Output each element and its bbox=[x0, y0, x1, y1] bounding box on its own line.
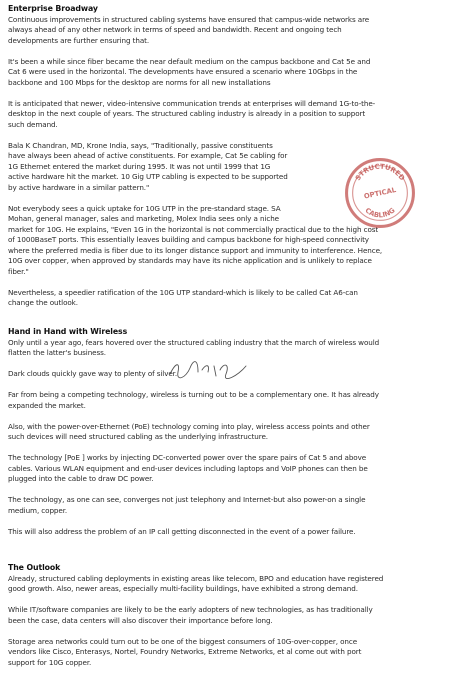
text-line: where the preferred media is fiber due to its longer distance support and immunity to interference. Hence, bbox=[8, 245, 383, 255]
text-line: It's been a while since fiber became the near default medium on the campus backbone and Cat 5e and bbox=[8, 56, 371, 66]
text-line: flatten the latter's business. bbox=[8, 348, 106, 357]
text-line: active hardware hit the market. 10 Gig UTP cabling is expected to be supported bbox=[8, 172, 288, 181]
text-line: The technology, as one can see, converges not just telephony and Internet-but also power-on a single bbox=[8, 495, 366, 504]
text-line: fiber." bbox=[8, 266, 29, 276]
stamp-top-text: STRUCTURED bbox=[353, 162, 407, 183]
text-line: Storage area networks could turn out to be one of the biggest consumers of 10G-over-copper, once bbox=[8, 636, 358, 646]
paragraph bbox=[8, 422, 454, 443]
paragraph bbox=[8, 288, 454, 309]
paragraph bbox=[8, 338, 454, 359]
text-line: vendors like Cisco, Enterasys, Nortel, Foundry Networks, Extreme Networks, et al come out with port bbox=[8, 647, 362, 656]
paragraph bbox=[8, 495, 454, 516]
stamp-seal bbox=[342, 155, 418, 231]
section-heading: Hand in Hand with Wireless bbox=[8, 327, 128, 336]
text-line: Bala K Chandran, MD, Krone India, says, "Traditionally, passive constituents bbox=[8, 140, 273, 150]
handwritten-signature bbox=[168, 358, 250, 380]
text-line: While IT/software companies are likely to be the early adopters of new technologies, as has traditionally bbox=[8, 605, 373, 614]
text-line: by active hardware in a similar pattern." bbox=[8, 182, 150, 192]
text-line: backbone and 100 Mbps for the desktop are norms for all new installations bbox=[8, 77, 271, 87]
text-line: expanded the market. bbox=[8, 400, 86, 410]
text-line: The technology [PoE ] works by injecting DC-converted power over the spare pairs of Cat 5 and above bbox=[8, 453, 367, 462]
text-line: Only until a year ago, fears hovered over the structured cabling industry that the march of wireless would bbox=[8, 337, 380, 347]
text-line: medium, copper. bbox=[8, 505, 68, 515]
text-line: This will also address the problem of an IP call getting disconnected in the event of a power failure. bbox=[8, 526, 356, 536]
stamp-bottom-text: CABLING bbox=[363, 206, 397, 220]
paragraph bbox=[8, 99, 454, 131]
paragraph bbox=[8, 57, 454, 89]
paragraph bbox=[8, 637, 454, 669]
text-line: good growth. Also, newer areas, especially multi-facility buildings, have exhibited a strong demand. bbox=[8, 584, 358, 593]
paragraph bbox=[8, 527, 454, 538]
text-line: cables. Various WLAN equipment and end-user devices including laptops and VoIP phones can then be bbox=[8, 463, 368, 473]
text-line: plugged into the cable to draw DC power. bbox=[8, 474, 154, 483]
text-line: always ahead of any other network in terms of speed and bandwidth. Recent and ongoing tech bbox=[8, 25, 342, 34]
text-line: 10G over copper, when approved by standards may have its niche application and is unlikely to replace bbox=[8, 256, 372, 265]
text-line: It is anticipated that newer, video-intensive communication trends at enterprises will demand 1G-to-the- bbox=[8, 98, 376, 108]
text-line: Continuous improvements in structured cabling systems have ensured that campus-wide networks are bbox=[8, 14, 370, 24]
paragraph bbox=[8, 605, 454, 626]
section-s3 bbox=[8, 563, 454, 668]
stamp-middle-text: OPTICAL bbox=[363, 185, 397, 201]
section-heading: Enterprise Broadway bbox=[8, 4, 98, 13]
text-line: support for 10G copper. bbox=[8, 657, 92, 667]
text-line: have always been ahead of active constituents. For example, Cat 5e cabling for bbox=[8, 151, 288, 160]
text-line: Nevertheless, a speedier ratification of the 10G UTP standard-which is likely to be called Cat A6-can bbox=[8, 287, 358, 297]
text-line: Also, with the power-over-Ethernet (PoE) technology coming into play, wireless access points and other bbox=[8, 421, 370, 431]
text-line: desktop in the next couple of years. The structured cabling industry is already in a position to support bbox=[8, 109, 366, 118]
section-heading: The Outlook bbox=[8, 563, 61, 572]
text-line: Already, structured cabling deployments in existing areas like telecom, BPO and education have registered bbox=[8, 573, 384, 583]
text-line: Mohan, general manager, sales and marketing, Molex India sees only a niche bbox=[8, 214, 279, 223]
text-line: Not everybody sees a quick uptake for 10G UTP in the pre-standard stage. SA bbox=[8, 203, 281, 213]
text-line: developments are further ensuring that. bbox=[8, 35, 150, 45]
text-line: such demand. bbox=[8, 119, 58, 129]
text-line: been the case, data centers will also discover their importance before long. bbox=[8, 615, 273, 625]
text-line: market for 10G. He explains, "Even 1G in the horizontal is not commercially practical due to the high cost bbox=[8, 224, 379, 234]
text-line: 1G Ethernet entered the market during 1995. It was not until 1999 that 1G bbox=[8, 161, 271, 171]
text-line: of 1000BaseT ports. This essentially leaves building and campus backbone for high-speed connectivity bbox=[8, 235, 369, 244]
text-line: Dark clouds quickly gave way to plenty of silver. bbox=[8, 369, 178, 378]
paragraph bbox=[8, 574, 454, 595]
paragraph bbox=[8, 453, 454, 485]
text-line: such devices will need structured cabling as the underlying infrastructure. bbox=[8, 432, 268, 441]
text-line: Cat 6 were used in the horizontal. The developments have ensured a scenario where 10Gbps in the bbox=[8, 67, 358, 76]
text-line: change the outlook. bbox=[8, 298, 78, 307]
text-line: Far from being a competing technology, wireless is turning out to be a complementary one. It has already bbox=[8, 390, 379, 399]
paragraph bbox=[8, 390, 454, 411]
paragraph bbox=[8, 15, 454, 47]
